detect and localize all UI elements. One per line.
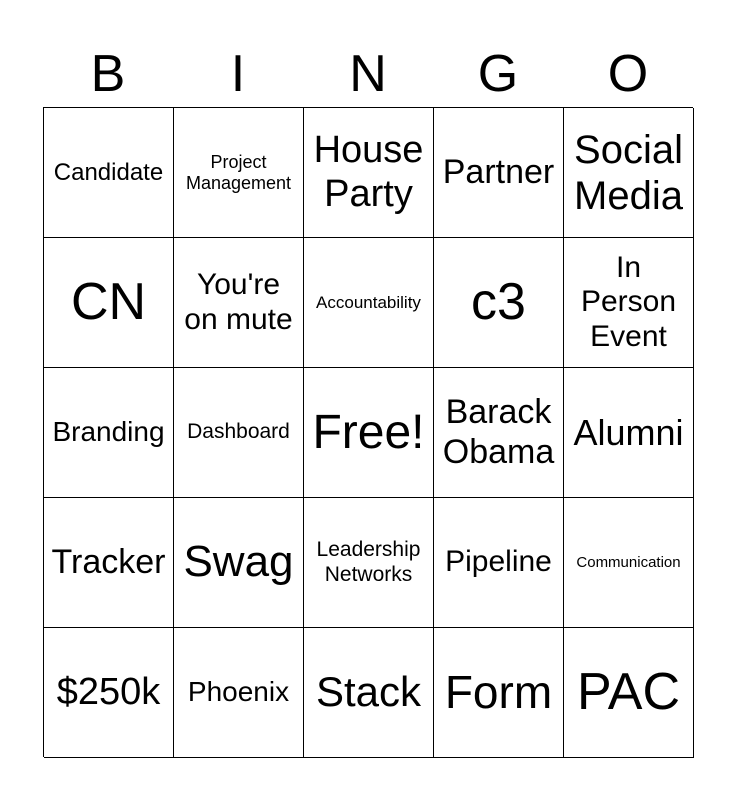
header-letter-o: O: [607, 45, 649, 103]
bingo-cell-label: Social Media: [574, 127, 683, 218]
bingo-cell-label: Project Management: [185, 151, 292, 193]
bingo-cell-label: House Party: [313, 128, 424, 215]
bingo-cell[interactable]: [174, 628, 304, 758]
bingo-cell[interactable]: [564, 108, 694, 238]
bingo-cell-label: Tracker: [51, 542, 166, 581]
header-letter-i: I: [230, 45, 246, 103]
bingo-cell-label: PAC: [576, 662, 681, 721]
bingo-cell-label: Communication: [576, 553, 681, 571]
bingo-cell[interactable]: [434, 498, 564, 628]
bingo-cell-label: Pipeline: [445, 545, 552, 579]
bingo-cell-label: c3: [471, 272, 526, 331]
bingo-cell-label: $250k: [56, 670, 161, 713]
bingo-cell-label: Alumni: [573, 411, 684, 453]
bingo-cell[interactable]: [434, 628, 564, 758]
bingo-cell[interactable]: [564, 368, 694, 498]
bingo-cell[interactable]: [434, 238, 564, 368]
bingo-cell-label: Leadership Networks: [316, 538, 421, 586]
bingo-cell-label: Form: [444, 666, 553, 719]
bingo-cell[interactable]: [174, 238, 304, 368]
bingo-cell[interactable]: [44, 108, 174, 238]
bingo-cell[interactable]: [44, 628, 174, 758]
bingo-cell[interactable]: [44, 368, 174, 498]
bingo-cell[interactable]: [304, 238, 434, 368]
bingo-cell-label: You're on mute: [184, 268, 293, 336]
header-letter-g: G: [477, 45, 519, 103]
bingo-cell[interactable]: [304, 498, 434, 628]
bingo-cell-label: Phoenix: [187, 676, 290, 708]
bingo-cell[interactable]: [434, 108, 564, 238]
bingo-cell[interactable]: [434, 368, 564, 498]
free-space-cell[interactable]: [304, 368, 434, 498]
bingo-cell[interactable]: [44, 498, 174, 628]
bingo-cell-label: CN: [70, 272, 147, 331]
bingo-cell[interactable]: [564, 238, 694, 368]
bingo-board: [43, 107, 693, 757]
bingo-cell-label: Swag: [183, 537, 294, 587]
bingo-cell-label: Stack: [315, 668, 422, 716]
bingo-cell[interactable]: [44, 238, 174, 368]
bingo-cell-label: Branding: [52, 416, 165, 448]
bingo-cell-label: Candidate: [53, 158, 164, 186]
header-letter-n: N: [349, 45, 387, 103]
free-space-label: Free!: [312, 405, 425, 459]
bingo-header: [43, 44, 693, 104]
bingo-cell[interactable]: [564, 498, 694, 628]
bingo-cell[interactable]: [174, 368, 304, 498]
bingo-cell[interactable]: [304, 108, 434, 238]
bingo-cell-label: Accountability: [316, 292, 421, 312]
bingo-cell[interactable]: [564, 628, 694, 758]
bingo-cell[interactable]: [174, 108, 304, 238]
bingo-cell[interactable]: [174, 498, 304, 628]
bingo-cell[interactable]: [304, 628, 434, 758]
bingo-cell-label: Barack Obama: [442, 393, 555, 471]
header-letter-b: B: [90, 45, 126, 103]
bingo-cell-label: Partner: [442, 152, 555, 191]
bingo-cell-label: In Person Event: [580, 250, 677, 353]
bingo-cell-label: Dashboard: [187, 420, 290, 444]
